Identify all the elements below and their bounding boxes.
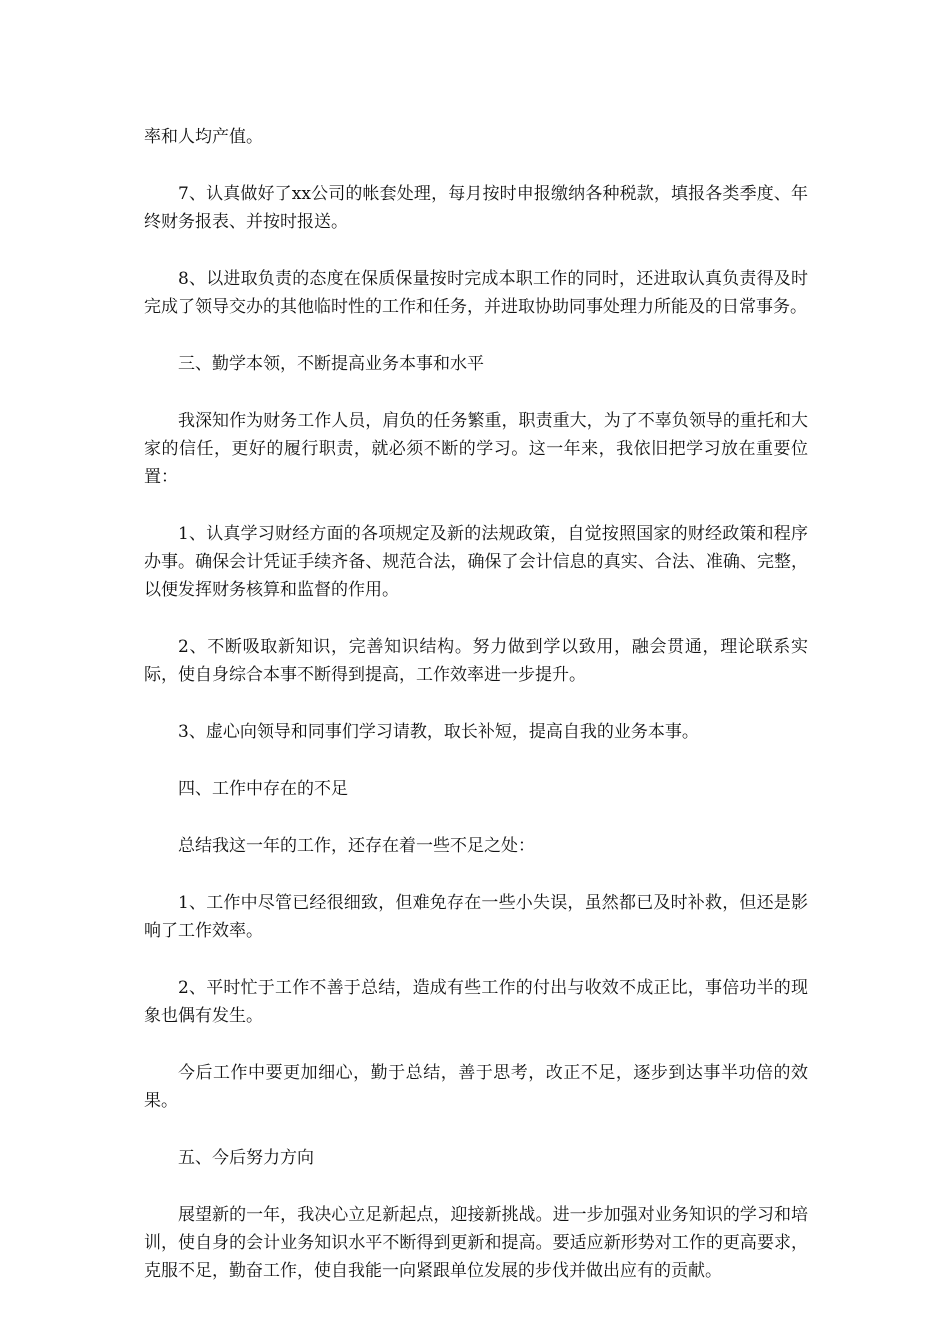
section-heading-3: 三、勤学本领，不断提高业务本事和水平 [178, 354, 484, 374]
paragraph-continuation: 率和人均产值。 [144, 127, 263, 147]
document-body [144, 123, 808, 1314]
paragraph-outlook: 展望新的一年，我决心立足新起点，迎接新挑战。进一步加强对业务知识的学习和培训，使自身的会计业务知识水平不断得到更新和提高。要适应新形势对工作的更高要求，克服不足，勤奋工作，使自我能一向紧跟单位发展的步伐并做出应有的贡献。 [144, 1205, 808, 1281]
paragraph-improvement: 今后工作中要更加细心，勤于总结，善于思考，改正不足，逐步到达事半功倍的效果。 [144, 1063, 808, 1111]
list-item-study-2: 2、不断吸取新知识，完善知识结构。努力做到学以致用，融会贯通，理论联系实际，使自身综合本事不断得到提高，工作效率进一步提升。 [144, 637, 808, 685]
section-heading-5: 五、今后努力方向 [178, 1148, 314, 1168]
list-item-7: 7、认真做好了xx公司的帐套处理，每月按时申报缴纳各种税款，填报各类季度、年终财务报表、并按时报送。 [144, 184, 808, 232]
list-item-shortcoming-1: 1、工作中尽管已经很细致，但难免存在一些小失误，虽然都已及时补救，但还是影响了工作效率。 [144, 893, 808, 941]
section-heading-4: 四、工作中存在的不足 [178, 779, 348, 799]
paragraph-shortcomings-intro: 总结我这一年的工作，还存在着一些不足之处： [178, 836, 535, 856]
paragraph-study-intro: 我深知作为财务工作人员，肩负的任务繁重，职责重大，为了不辜负领导的重托和大家的信任，更好的履行职责，就必须不断的学习。这一年来，我依旧把学习放在重要位置： [144, 411, 808, 487]
list-item-8: 8、以进取负责的态度在保质保量按时完成本职工作的同时，还进取认真负责得及时完成了领导交办的其他临时性的工作和任务，并进取协助同事处理力所能及的日常事务。 [144, 269, 808, 317]
list-item-study-3: 3、虚心向领导和同事们学习请教，取长补短，提高自我的业务本事。 [178, 722, 699, 742]
list-item-study-1: 1、认真学习财经方面的各项规定及新的法规政策，自觉按照国家的财经政策和程序办事。确保会计凭证手续齐备、规范合法，确保了会计信息的真实、合法、准确、完整，以便发挥财务核算和监督的作用。 [144, 524, 808, 600]
list-item-shortcoming-2: 2、平时忙于工作不善于总结，造成有些工作的付出与收效不成正比，事倍功半的现象也偶有发生。 [144, 978, 808, 1026]
